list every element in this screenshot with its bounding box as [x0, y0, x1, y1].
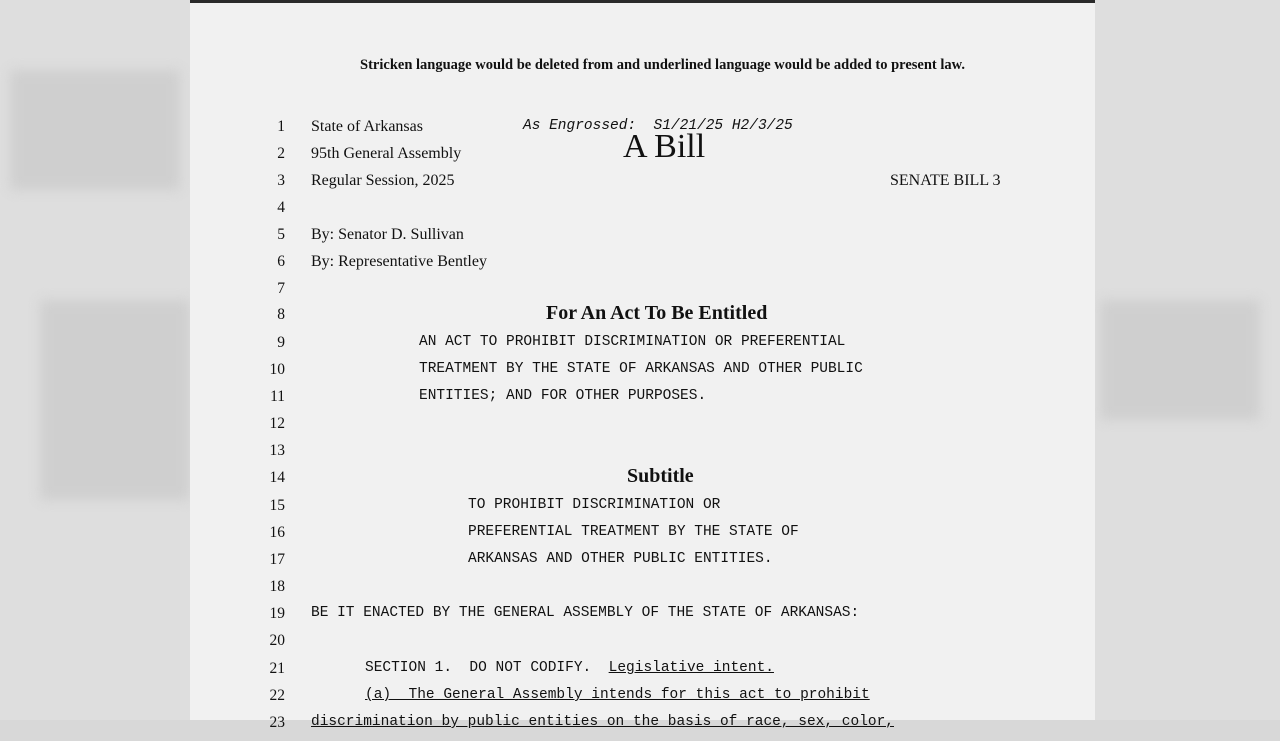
state-label: State of Arkansas	[311, 118, 423, 135]
section-heading	[365, 660, 774, 676]
subtitle-text: ARKANSAS AND OTHER PUBLIC ENTITIES.	[468, 551, 773, 567]
house-sponsor: By: Representative Bentley	[311, 253, 487, 270]
engrossed-dates: As Engrossed: S1/21/25 H2/3/25	[523, 118, 793, 134]
subtitle-heading: Subtitle	[627, 465, 694, 487]
line-number: 22	[269, 687, 285, 704]
act-heading: For An Act To Be Entitled	[546, 302, 768, 324]
blurred-background-left-lower	[40, 300, 190, 500]
general-assembly-label: 95th General Assembly	[311, 145, 462, 162]
bill-line-6	[190, 253, 1095, 280]
bill-line-9	[190, 334, 1095, 361]
line-number: 23	[269, 714, 285, 731]
line-number: 21	[269, 660, 285, 677]
bill-line-21	[190, 660, 1095, 687]
act-title-text: TREATMENT BY THE STATE OF ARKANSAS AND OTHER PUBLIC	[419, 361, 863, 377]
bill-line-1	[190, 118, 1095, 145]
line-number: 3	[277, 172, 285, 189]
line-number: 6	[277, 253, 285, 270]
subtitle-text: PREFERENTIAL TREATMENT BY THE STATE OF	[468, 524, 799, 540]
line-number: 8	[277, 306, 285, 323]
bill-line-16	[190, 524, 1095, 551]
act-title-text: AN ACT TO PROHIBIT DISCRIMINATION OR PREFERENTIAL	[419, 334, 846, 350]
bill-page	[190, 0, 1095, 731]
amendment-notice: Stricken language would be deleted from and underlined language would be added to present law.	[360, 57, 965, 73]
line-number: 13	[269, 442, 285, 459]
bill-line-17	[190, 551, 1095, 578]
bill-line-12	[190, 415, 1095, 442]
bill-line-19	[190, 605, 1095, 632]
added-text: discrimination by public entities on the basis of race, sex, color,	[311, 714, 894, 730]
bill-line-10	[190, 361, 1095, 388]
blurred-background-right	[1100, 300, 1260, 420]
line-number: 19	[269, 605, 285, 622]
line-number: 7	[277, 280, 285, 297]
line-number: 12	[269, 415, 285, 432]
line-number: 1	[277, 118, 285, 135]
line-number: 17	[269, 551, 285, 568]
line-number: 18	[269, 578, 285, 595]
bill-line-20	[190, 632, 1095, 659]
line-number: 10	[269, 361, 285, 378]
added-text: (a) The General Assembly intends for this act to prohibit	[365, 687, 870, 703]
bill-line-18	[190, 578, 1095, 605]
line-number: 15	[269, 497, 285, 514]
session-label: Regular Session, 2025	[311, 172, 455, 189]
line-number: 11	[270, 388, 285, 405]
subtitle-text: TO PROHIBIT DISCRIMINATION OR	[468, 497, 721, 513]
bill-line-15	[190, 497, 1095, 524]
document-title: A Bill	[623, 128, 706, 165]
line-number: 9	[277, 334, 285, 351]
section-label: SECTION 1. DO NOT CODIFY.	[365, 660, 609, 676]
enacting-clause: BE IT ENACTED BY THE GENERAL ASSEMBLY OF THE STATE OF ARKANSAS:	[311, 605, 860, 621]
senate-sponsor: By: Senator D. Sullivan	[311, 226, 464, 243]
blurred-background-left	[10, 70, 180, 190]
page-top-border	[190, 0, 1095, 3]
line-number: 2	[277, 145, 285, 162]
bill-line-5	[190, 226, 1095, 253]
bill-line-23	[190, 714, 1095, 741]
bill-line-2	[190, 145, 1095, 172]
line-number: 4	[277, 199, 285, 216]
bill-line-11	[190, 388, 1095, 415]
line-number: 16	[269, 524, 285, 541]
bill-line-3	[190, 172, 1095, 199]
bill-line-22	[190, 687, 1095, 714]
line-number: 20	[269, 632, 285, 649]
bill-line-4	[190, 199, 1095, 226]
line-number: 14	[269, 469, 285, 486]
section-title-underlined: Legislative intent.	[608, 660, 774, 676]
bill-line-8	[190, 302, 1095, 333]
bill-line-14	[190, 465, 1095, 496]
act-title-text: ENTITIES; AND FOR OTHER PURPOSES.	[419, 388, 707, 404]
line-number: 5	[277, 226, 285, 243]
bill-number: SENATE BILL 3	[890, 172, 1001, 189]
